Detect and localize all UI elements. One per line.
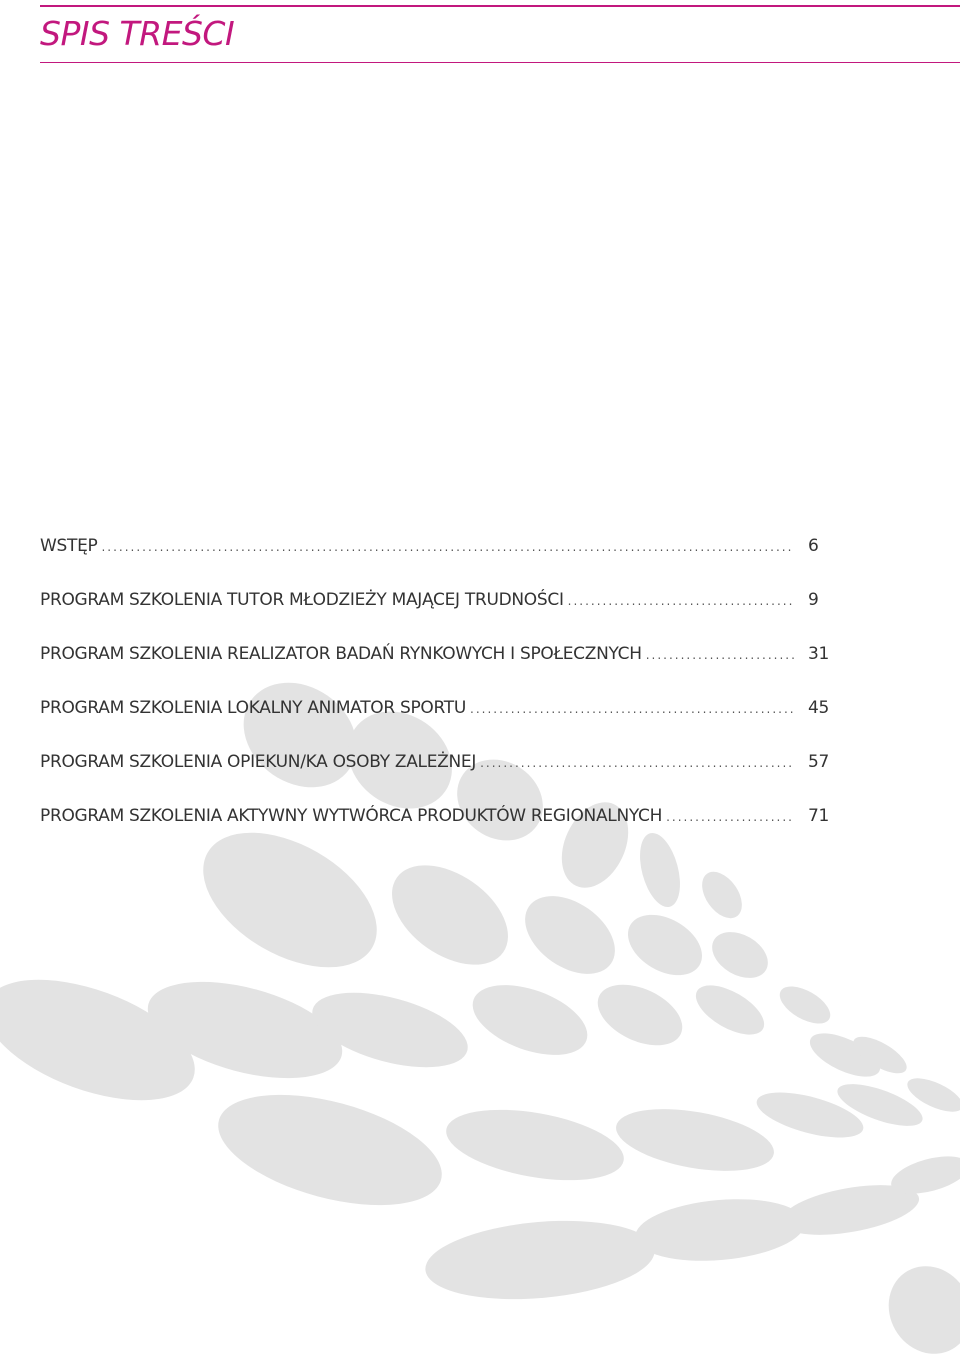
toc-entry-page: 71	[808, 806, 830, 826]
table-of-contents	[40, 536, 830, 860]
toc-entry-page: 6	[808, 536, 819, 556]
page-title: SPIS TREŚCI	[40, 14, 235, 53]
toc-leader-dots	[646, 648, 794, 662]
toc-entry-title: PROGRAM SZKOLENIA REALIZATOR BADAŃ RYNKOWYCH I SPOŁECZNYCH	[40, 644, 642, 664]
toc-entry[interactable]	[40, 752, 830, 806]
toc-entry-title: PROGRAM SZKOLENIA TUTOR MŁODZIEŻY MAJĄCEJ TRUDNOŚCI	[40, 590, 564, 610]
toc-entry-title: WSTĘP	[40, 536, 98, 556]
toc-leader-dots	[101, 540, 794, 554]
toc-entry[interactable]	[40, 698, 830, 752]
toc-entry-title: PROGRAM SZKOLENIA OPIEKUN/KA OSOBY ZALEŻNEJ	[40, 752, 477, 772]
toc-leader-dots	[470, 702, 794, 716]
toc-entry-title: PROGRAM SZKOLENIA AKTYWNY WYTWÓRCA PRODUKTÓW REGIONALNYCH	[40, 806, 663, 826]
toc-entry-page: 57	[808, 752, 830, 772]
toc-leader-dots	[568, 594, 794, 608]
toc-leader-dots	[666, 810, 794, 824]
toc-entry[interactable]	[40, 536, 830, 590]
toc-entry-page: 45	[808, 698, 830, 718]
toc-leader-dots	[480, 756, 794, 770]
toc-entry-title: PROGRAM SZKOLENIA LOKALNY ANIMATOR SPORTU	[40, 698, 466, 718]
toc-entry[interactable]	[40, 590, 830, 644]
toc-entry-page: 31	[808, 644, 830, 664]
toc-entry-page: 9	[808, 590, 819, 610]
toc-entry[interactable]	[40, 806, 830, 860]
toc-entry[interactable]	[40, 644, 830, 698]
